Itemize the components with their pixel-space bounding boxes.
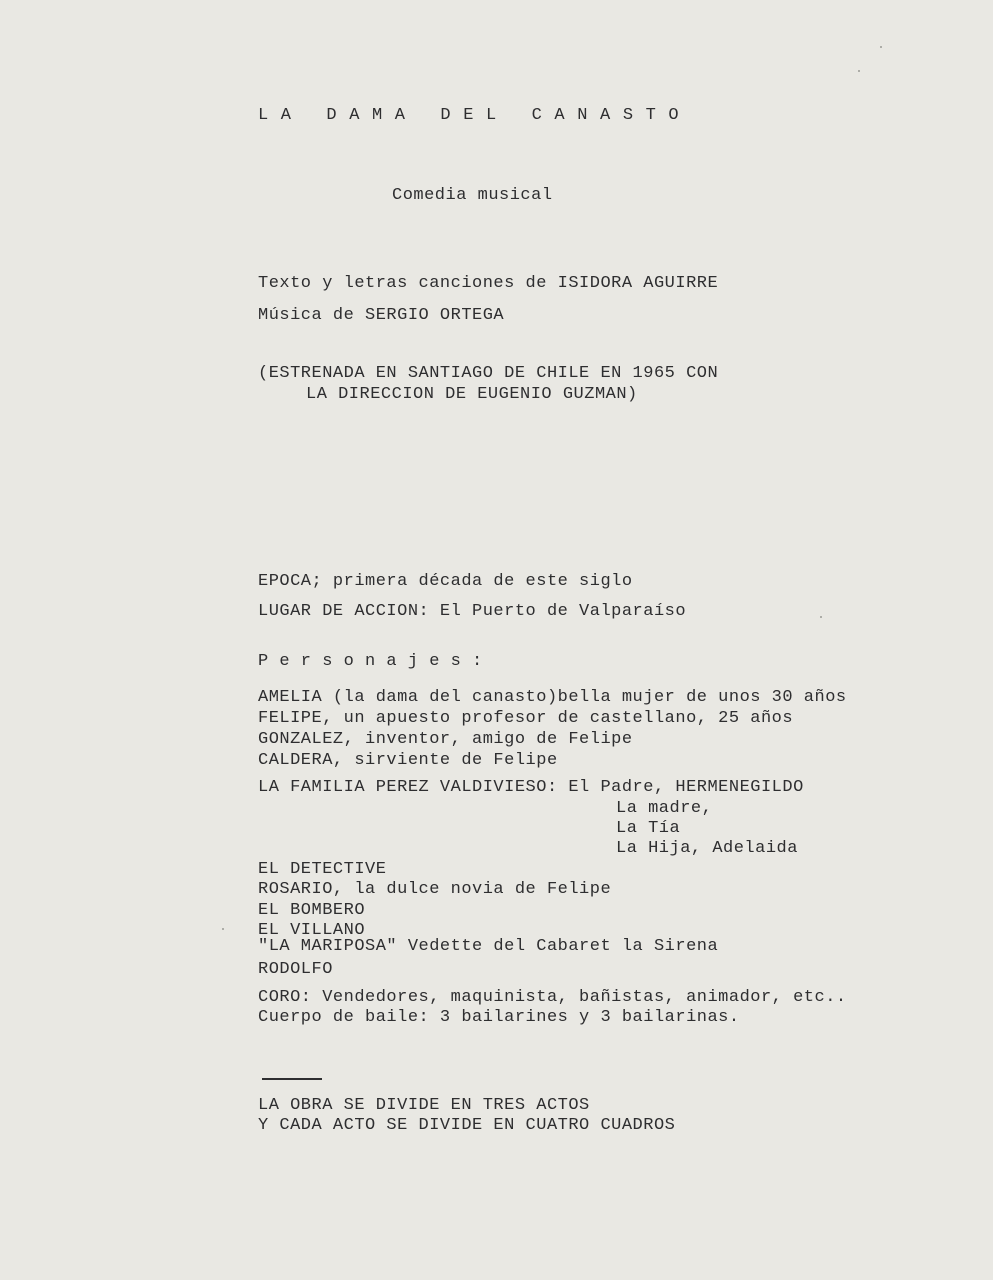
paper-speck (222, 928, 224, 930)
structure-line-1: LA OBRA SE DIVIDE EN TRES ACTOS (258, 1096, 590, 1115)
character-hija: La Hija, Adelaida (616, 839, 798, 858)
character-gonzalez: GONZALEZ, inventor, amigo de Felipe (258, 730, 633, 749)
structure-line-2: Y CADA ACTO SE DIVIDE EN CUATRO CUADROS (258, 1116, 676, 1135)
credits-text: Texto y letras canciones de ISIDORA AGUIRRE (258, 274, 719, 293)
character-detective: EL DETECTIVE (258, 860, 387, 879)
character-caldera: CALDERA, sirviente de Felipe (258, 751, 558, 770)
character-amelia: AMELIA (la dama del canasto)bella mujer de unos 30 años (258, 688, 847, 707)
play-title: LA DAMA DEL CANASTO (258, 106, 692, 125)
paper-speck (880, 46, 882, 48)
character-mariposa: "LA MARIPOSA" Vedette del Cabaret la Sirena (258, 937, 719, 956)
section-divider (262, 1078, 322, 1080)
setting-epoca: EPOCA; primera década de este siglo (258, 572, 633, 591)
character-madre: La madre, (616, 799, 713, 818)
character-bombero: EL BOMBERO (258, 901, 366, 920)
setting-lugar: LUGAR DE ACCION: El Puerto de Valparaíso (258, 602, 687, 621)
coro-line-2: Cuerpo de baile: 3 bailarines y 3 bailarinas. (258, 1008, 740, 1027)
character-rosario: ROSARIO, la dulce novia de Felipe (258, 880, 612, 899)
play-subtitle: Comedia musical (392, 186, 553, 205)
paper-speck (820, 616, 822, 618)
character-rodolfo: RODOLFO (258, 960, 333, 979)
paper-speck (858, 70, 860, 72)
character-villano: EL VILLANO (258, 921, 366, 940)
premiere-line-1: (ESTRENADA EN SANTIAGO DE CHILE EN 1965 CON (258, 364, 719, 383)
premiere-line-2: LA DIRECCION DE EUGENIO GUZMAN) (306, 385, 638, 404)
credits-music: Música de SERGIO ORTEGA (258, 306, 505, 325)
personajes-heading: Personajes: (258, 652, 494, 671)
character-tia: La Tía (616, 819, 681, 838)
character-familia: LA FAMILIA PEREZ VALDIVIESO: El Padre, HERMENEGILDO (258, 778, 804, 797)
coro-line-1: CORO: Vendedores, maquinista, bañistas, animador, etc.. (258, 988, 847, 1007)
character-felipe: FELIPE, un apuesto profesor de castellano, 25 años (258, 709, 794, 728)
